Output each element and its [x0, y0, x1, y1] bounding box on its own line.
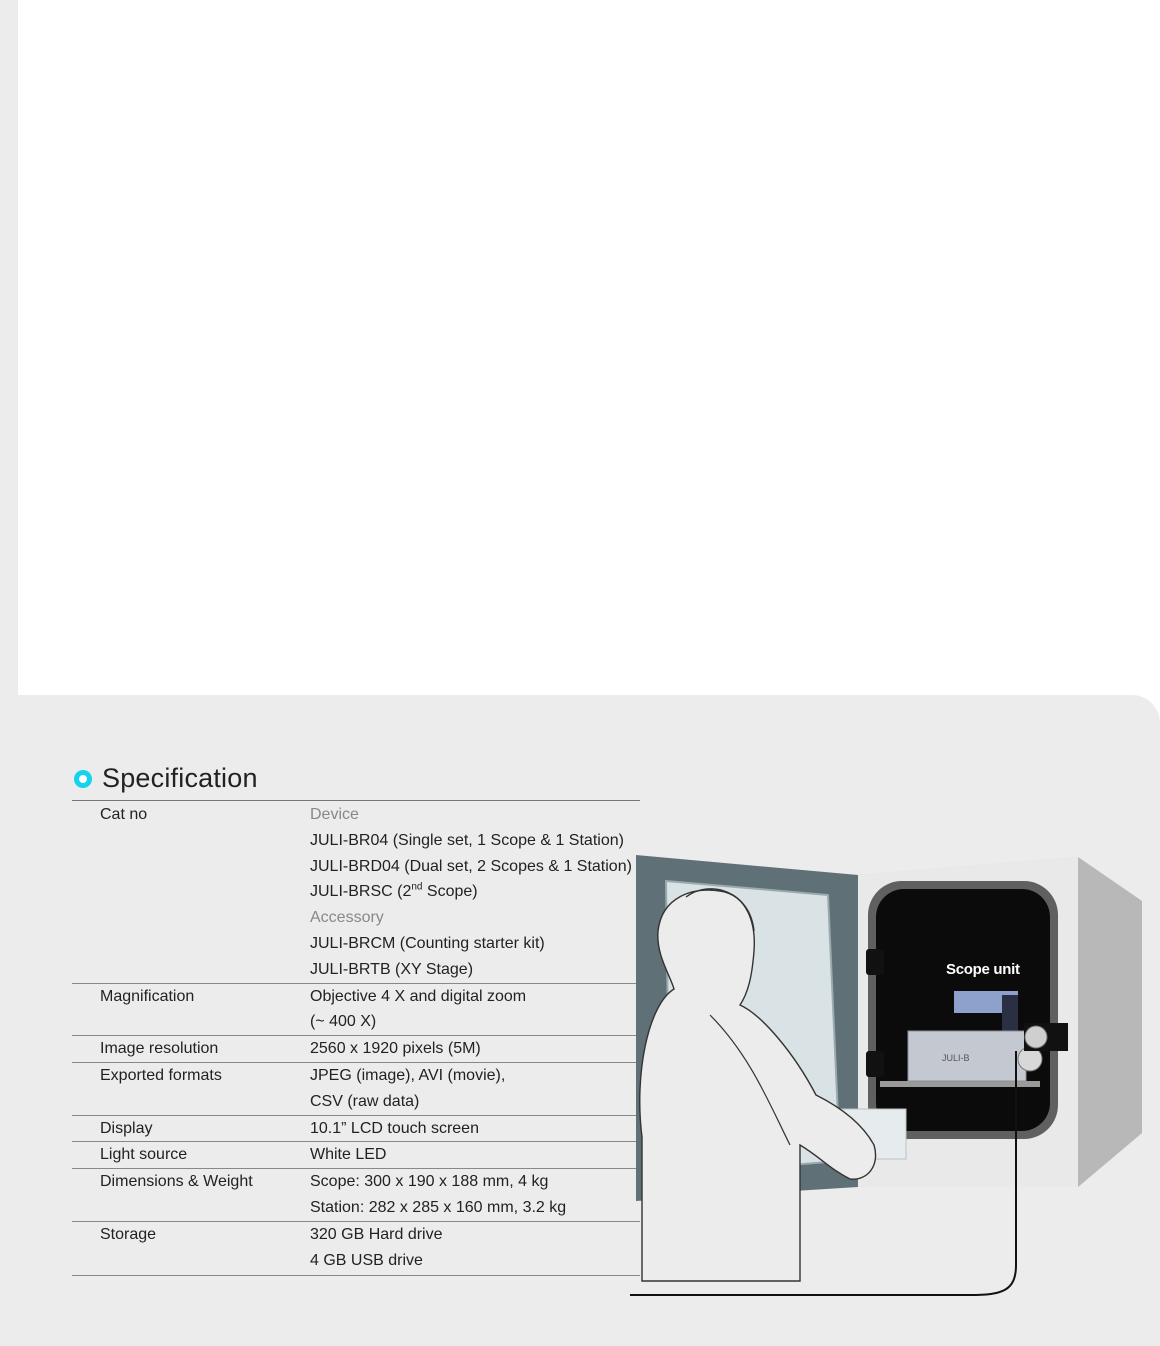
spec-value-line: (~ 400 X)	[310, 1013, 377, 1031]
spec-value	[310, 1169, 640, 1222]
spec-row	[72, 1115, 640, 1142]
spec-value-line: JPEG (image), AVI (movie),	[310, 1066, 506, 1084]
spec-row	[72, 1142, 640, 1169]
spec-value	[310, 802, 640, 983]
spec-value-line: White LED	[310, 1146, 387, 1164]
spec-value	[310, 1142, 640, 1169]
spec-value-line: JULI-BRD04 (Dual set, 2 Scopes & 1 Station)	[310, 857, 632, 875]
spec-value-line: 4 GB USB drive	[310, 1251, 423, 1269]
hinge-top	[866, 949, 884, 975]
spec-value	[310, 1062, 640, 1115]
page-edge-strip	[0, 0, 18, 700]
spec-table	[72, 802, 640, 1276]
spec-value-line: Objective 4 X and digital zoom	[310, 987, 527, 1005]
spec-value-line: 10.1” LCD touch screen	[310, 1119, 479, 1137]
spec-key: Light source	[72, 1142, 310, 1169]
spec-value-line: JULI-BRCM (Counting starter kit)	[310, 934, 545, 952]
spec-row	[72, 983, 640, 1036]
spec-value	[310, 983, 640, 1036]
spec-value	[310, 1036, 640, 1063]
spec-row	[72, 1221, 640, 1276]
spec-row	[72, 1062, 640, 1115]
scope-connector	[1025, 1026, 1047, 1048]
spec-value-line: Station: 282 x 285 x 160 mm, 3.2 kg	[310, 1198, 567, 1216]
incubator-side	[1078, 857, 1142, 1187]
spec-key: Magnification	[72, 983, 310, 1036]
spec-value	[310, 1221, 640, 1276]
section-title: Specification	[102, 763, 258, 793]
spec-value-line: JULI-BRTB (XY Stage)	[310, 960, 474, 978]
scope-unit-label: Scope unit	[946, 961, 1020, 978]
spec-key: Image resolution	[72, 1036, 310, 1063]
spec-subheading: Device	[310, 806, 359, 823]
spec-heading	[74, 763, 258, 794]
spec-value-line: CSV (raw data)	[310, 1092, 420, 1110]
spec-key: Storage	[72, 1221, 310, 1276]
heading-divider	[72, 800, 640, 801]
spec-value-line: JULI-BR04 (Single set, 1 Scope & 1 Station)	[310, 831, 624, 849]
spec-value-line: 2560 x 1920 pixels (5M)	[310, 1040, 481, 1058]
spec-subheading: Accessory	[310, 909, 384, 927]
spec-key: Cat no	[100, 806, 148, 823]
spec-row	[72, 802, 640, 983]
hinge-bottom	[866, 1051, 884, 1077]
spec-value-line: 320 GB Hard drive	[310, 1225, 443, 1243]
incubator-illustration	[630, 845, 1160, 1315]
device-logo-text: JULI-B	[942, 1053, 970, 1063]
spec-key: Exported formats	[72, 1062, 310, 1115]
spec-value	[310, 1115, 640, 1142]
spec-key: Display	[72, 1115, 310, 1142]
circle-bullet-icon	[74, 770, 92, 788]
spec-value-line: JULI-BRSC (2nd Scope)	[310, 882, 478, 901]
spec-row	[72, 1169, 640, 1222]
spec-key: Dimensions & Weight	[72, 1169, 310, 1222]
spec-value-line: Scope: 300 x 190 x 188 mm, 4 kg	[310, 1173, 549, 1191]
spec-row	[72, 1036, 640, 1063]
